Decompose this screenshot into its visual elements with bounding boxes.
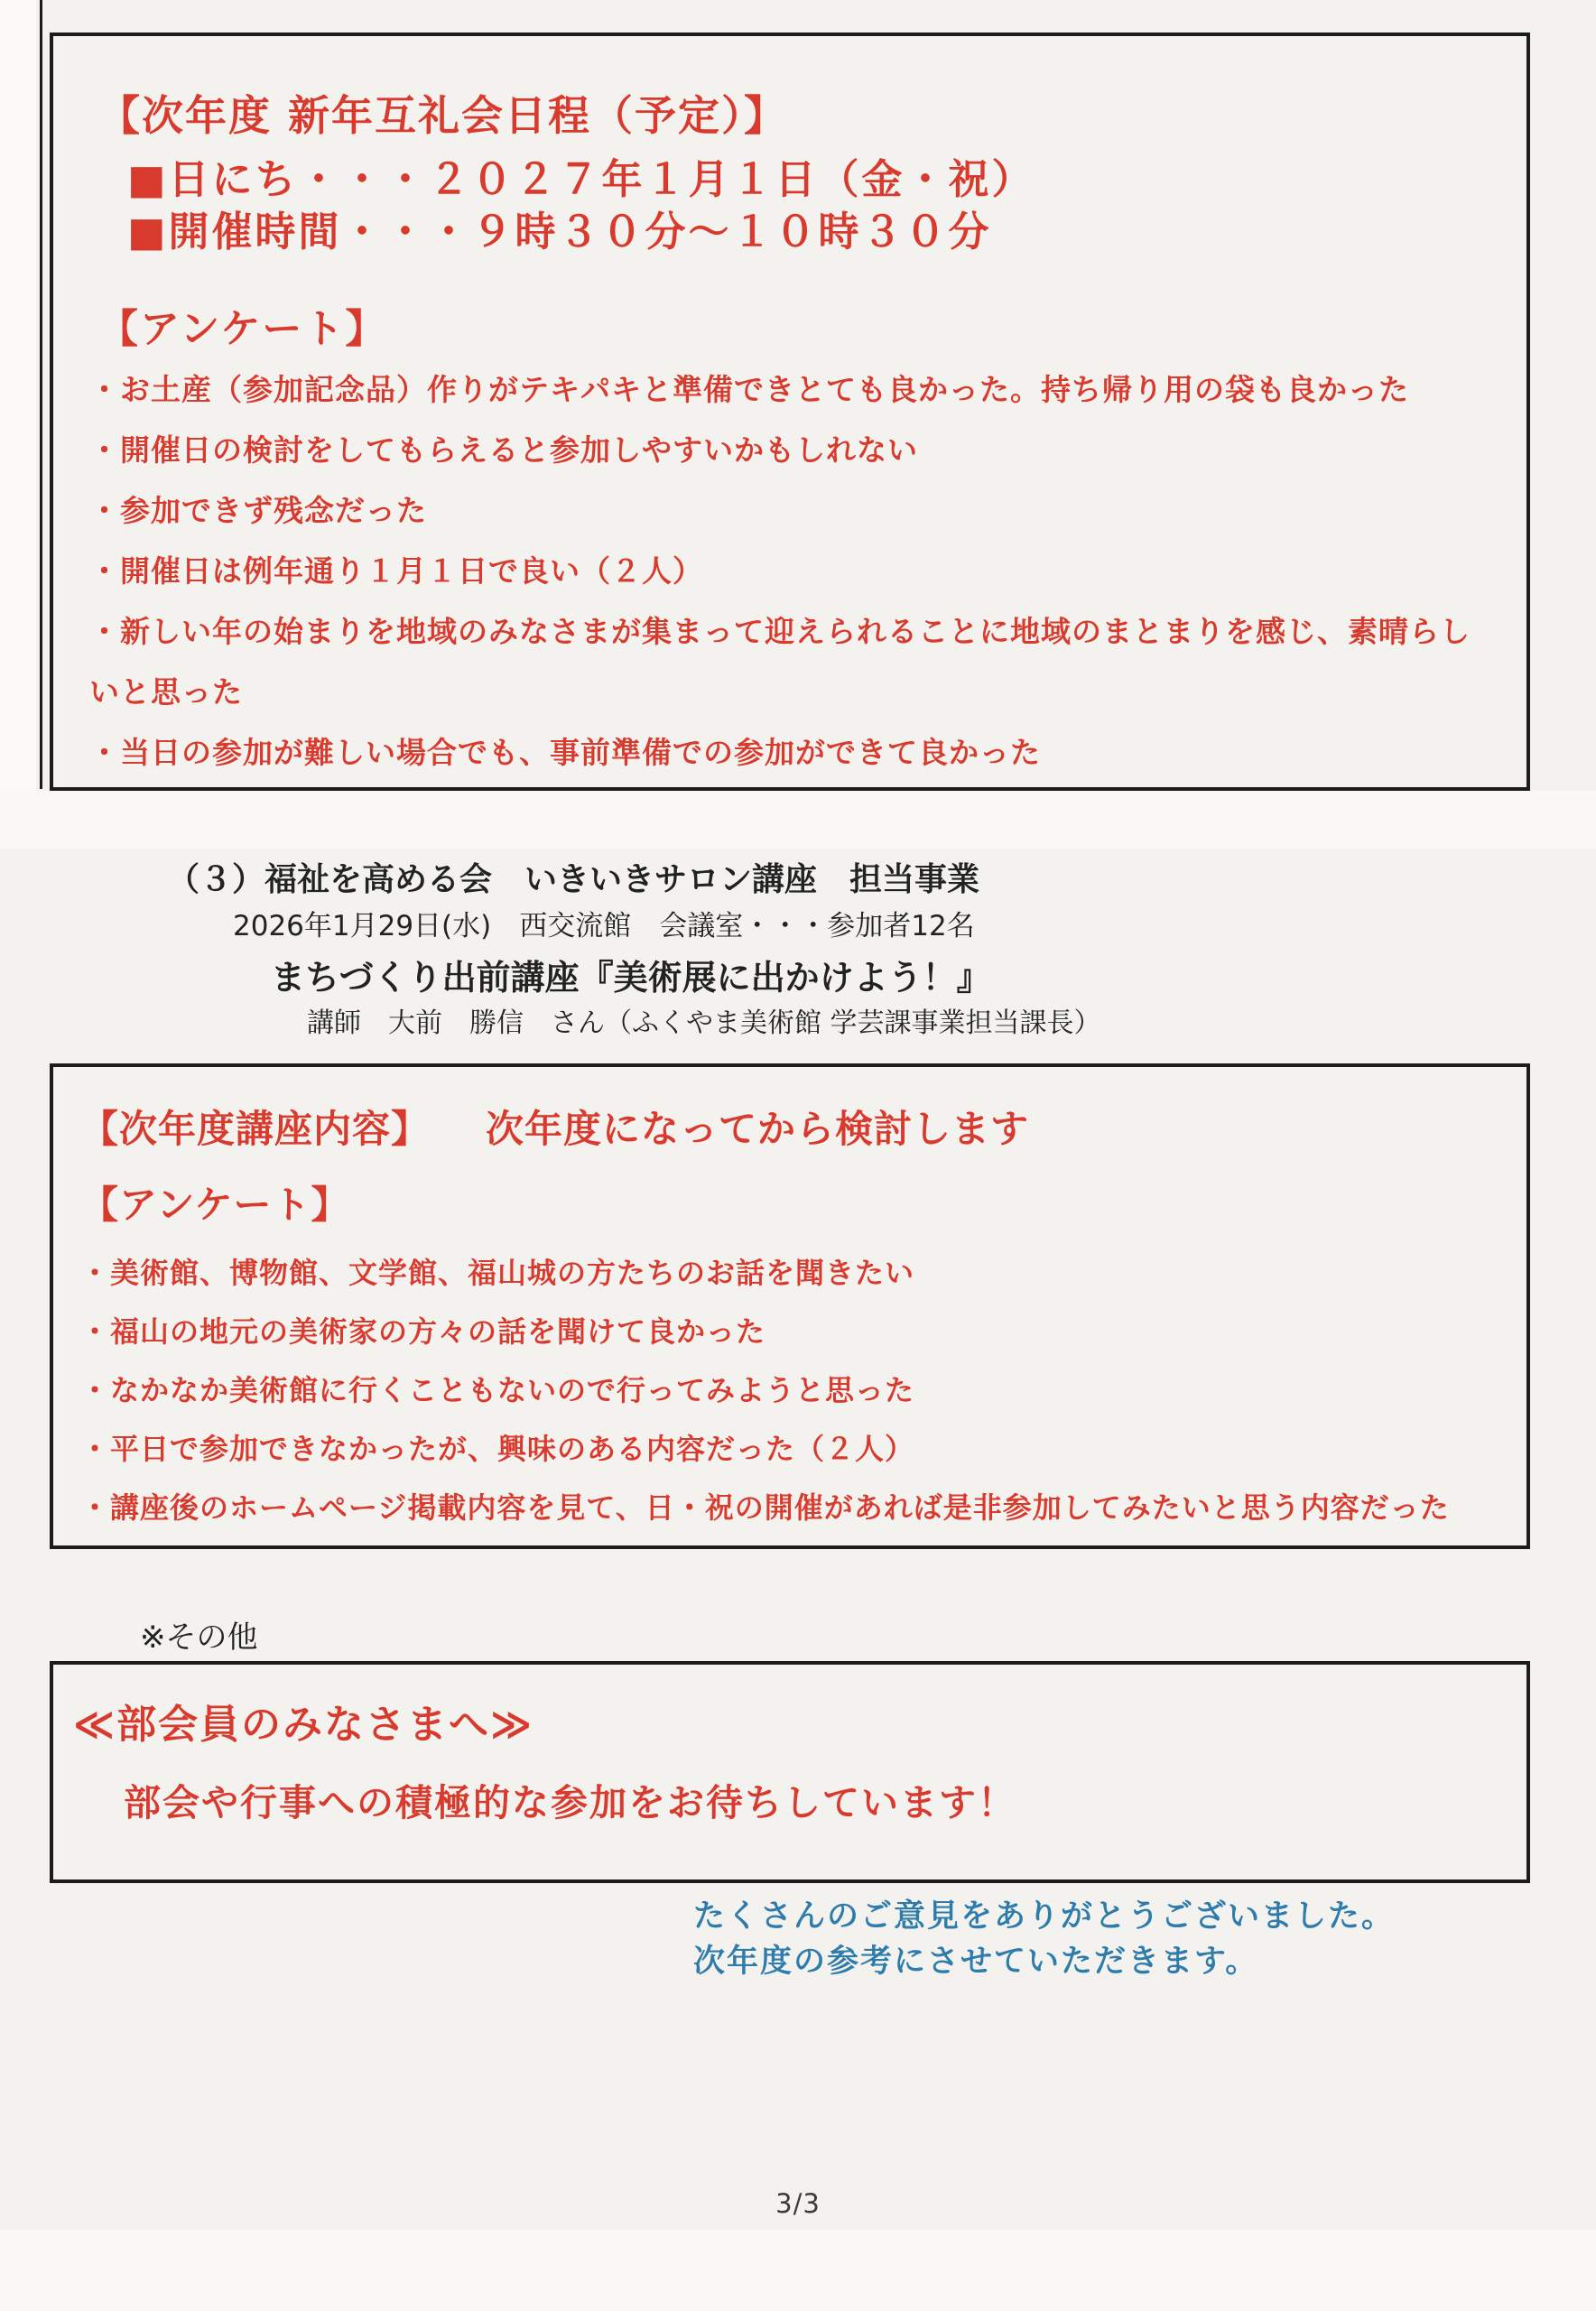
section3-lecturer: 講師 大前 勝信 さん（ふくやま美術館 学芸課事業担当課長） [307,1007,1101,1039]
next-year-note: 次年度になってから検討します [486,1107,1030,1151]
closing-line-1: たくさんのご意見をありがとうございました。 [693,1898,1396,1935]
scan-left-margin [0,0,36,812]
members-message-box [50,1661,1530,1883]
section3-course-title: まちづくり出前講座『美術展に出かけよう！』 [271,958,991,998]
scan-band [0,791,1596,849]
box1-time-line: ■開催時間・・・９時３０分～１０時３０分 [127,208,992,255]
survey-bullet: ・当日の参加が難しい場合でも、事前準備での参加ができて良かった [89,735,1041,770]
other-note: ※その他 [140,1620,258,1656]
box2-survey-bullets [80,1244,1489,1537]
box1-survey-bullets [89,359,1472,783]
scan-band [0,2230,1596,2311]
survey-bullet: ・講座後のホームページ掲載内容を見て、日・祝の開催があれば是非参加してみたいと思う内容だった [80,1490,1450,1525]
survey-bullet: ・美術館、博物館、文学館、福山城の方たちのお話を聞きたい [80,1256,915,1290]
salon-course-survey-box [50,1063,1530,1549]
survey-bullet: ・開催日の検討をしてもらえると参加しやすいかもしれない [89,432,918,468]
survey-bullet: ・なかなか美術館に行くこともないので行ってみようと思った [80,1373,915,1407]
section3-heading: （３）福祉を高める会 いきいきサロン講座 担当事業 [167,861,980,898]
closing-line-2: 次年度の参考にさせていただきます。 [693,1944,1259,1980]
survey-bullet: ・参加できず残念だった [89,493,427,528]
section3-detail: 2026年1月29日(水) 西交流館 会議室・・・参加者12名 [233,910,975,942]
members-message: 部会や行事への積極的な参加をお待ちしています！ [124,1781,1016,1824]
survey-bullet: ・福山の地元の美術家の方々の話を聞けて良かった [80,1314,766,1349]
page-number: 3/3 [775,2188,821,2219]
scan-edge-artifact [40,0,42,789]
box1-date-line: ■日にち・・・２０２７年１月１日（金・祝） [127,155,1035,203]
survey-bullet: ・お土産（参加記念品）作りがテキパキと準備できとても良かった。持ち帰り用の袋も良かった [89,372,1409,407]
closing-message [693,1894,1395,1984]
survey-bullet: ・平日で参加できなかったが、興味のある内容だった（２人） [80,1432,915,1466]
newyear-schedule-survey-box [50,32,1530,791]
members-title: ≪部会員のみなさまへ≫ [73,1702,534,1748]
box1-survey-heading: 【アンケート】 [98,306,387,352]
box2-title-row [80,1100,1029,1154]
survey-bullet: ・開催日は例年通り１月１日で良い（２人） [89,553,703,589]
box2-survey-heading: 【アンケート】 [80,1183,350,1227]
next-year-label: 【次年度講座内容】 [80,1107,431,1151]
survey-bullet: ・新しい年の始まりを地域のみなさまが集まって迎えられることに地域のまとまりを感じ、素晴らしいと思った [89,614,1471,710]
box1-title: 【次年度 新年互礼会日程（予定）】 [98,91,788,140]
